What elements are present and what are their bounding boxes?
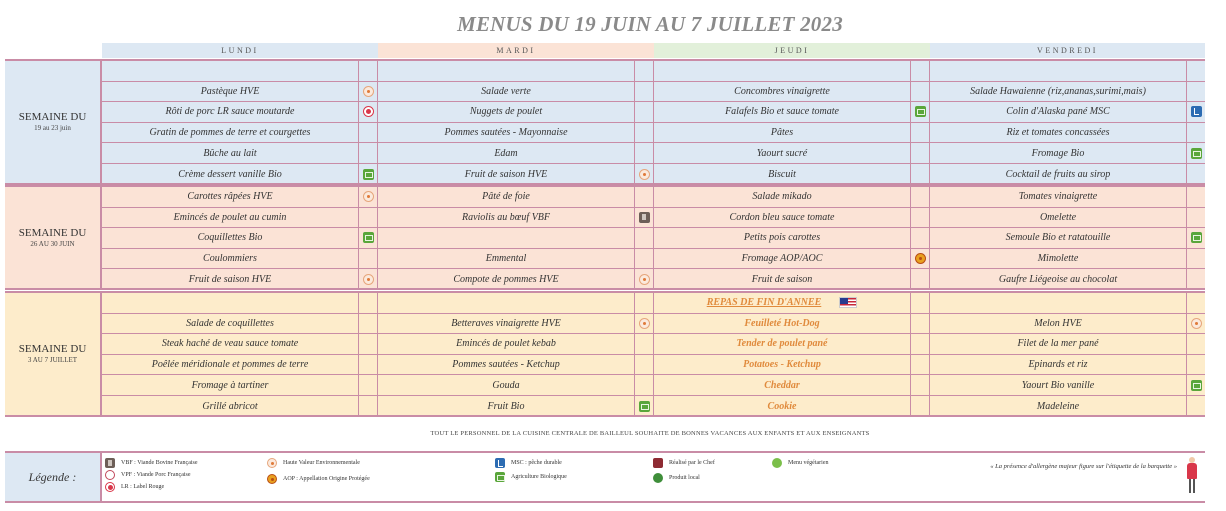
week-label-dates: 19 au 23 juin — [34, 124, 71, 133]
label-cell — [1187, 249, 1205, 269]
legend-item — [105, 482, 164, 492]
bio-icon — [363, 232, 374, 243]
vbf-icon — [105, 458, 115, 468]
label-cell — [635, 82, 654, 102]
label-cell — [359, 61, 378, 81]
menu-row — [102, 164, 1205, 185]
hve-icon — [363, 274, 374, 285]
dish-vendredi: Fromage Bio — [930, 143, 1187, 163]
dish-jeudi: Pâtes — [654, 123, 911, 143]
bio-icon — [363, 169, 374, 180]
label-cell — [359, 334, 378, 354]
label-cell — [1187, 82, 1205, 102]
label-cell — [911, 208, 930, 228]
label-cell — [911, 269, 930, 290]
dish-mardi: Fruit Bio — [378, 396, 635, 417]
label-cell — [911, 355, 930, 375]
label-cell — [1187, 61, 1205, 81]
label-cell — [359, 164, 378, 185]
menu-row — [102, 187, 1205, 208]
label-cell — [635, 164, 654, 185]
dish-lundi: Coulommiers — [102, 249, 359, 269]
label-cell — [1187, 187, 1205, 207]
dish-vendredi: Salade Hawaienne (riz,ananas,surimi,mais) — [930, 82, 1187, 102]
label-cell — [359, 187, 378, 207]
dish-mardi: Edam — [378, 143, 635, 163]
legend-label: Légende : — [5, 453, 102, 501]
dish-jeudi: Falafels Bio et sauce tomate — [654, 102, 911, 122]
legend-item-text: VBF : Viande Bovine Française — [121, 460, 198, 466]
dish-mardi — [378, 228, 635, 248]
chef-icon — [653, 458, 663, 468]
menu-row — [102, 334, 1205, 355]
label-cell — [635, 187, 654, 207]
hve-icon — [639, 318, 650, 329]
week-block-2 — [5, 185, 1205, 290]
legend-item-text: Haute Valeur Environnementale — [283, 460, 360, 466]
legend-item — [653, 458, 715, 468]
msc-icon — [495, 458, 505, 468]
hve-icon — [639, 169, 650, 180]
aop-icon — [267, 474, 277, 484]
label-cell — [1187, 123, 1205, 143]
dish-vendredi: Mimolette — [930, 249, 1187, 269]
menu-row — [102, 269, 1205, 290]
label-cell — [1187, 355, 1205, 375]
dish-jeudi: Concombres vinaigrette — [654, 82, 911, 102]
legend-item-text: Produit local — [669, 475, 700, 481]
label-cell — [635, 228, 654, 248]
week-label — [5, 61, 102, 183]
legend-item-text: VPF : Viande Porc Française — [121, 472, 191, 478]
label-cell — [911, 123, 930, 143]
hve-icon — [363, 86, 374, 97]
dish-vendredi: Semoule Bio et ratatouille — [930, 228, 1187, 248]
aop-icon — [915, 253, 926, 264]
dish-lundi: Fruit de saison HVE — [102, 269, 359, 290]
hve-icon — [363, 191, 374, 202]
label-cell — [1187, 314, 1205, 334]
dish-vendredi: Yaourt Bio vanille — [930, 375, 1187, 395]
menu-row — [102, 355, 1205, 376]
label-cell — [359, 82, 378, 102]
day-header-vendredi: VENDREDI — [930, 43, 1205, 58]
hve-icon — [1191, 318, 1202, 329]
label-cell — [635, 143, 654, 163]
week-label-title: SEMAINE DU — [18, 111, 87, 124]
dish-jeudi: Tender de poulet pané — [654, 334, 911, 354]
label-cell — [635, 293, 654, 313]
us-flag-icon — [839, 297, 857, 308]
dish-lundi: Salade de coquillettes — [102, 314, 359, 334]
label-cell — [911, 396, 930, 417]
label-cell — [1187, 102, 1205, 122]
week-label — [5, 187, 102, 288]
bio-icon — [639, 401, 650, 412]
dish-vendredi: Omelette — [930, 208, 1187, 228]
day-header-mardi: MARDI — [378, 43, 654, 58]
label-cell — [911, 82, 930, 102]
menu-row — [102, 82, 1205, 103]
dish-jeudi: Fruit de saison — [654, 269, 911, 290]
legend-item — [105, 470, 191, 480]
label-cell — [635, 375, 654, 395]
legend-item-text: Réalisé par le Chef — [669, 460, 715, 466]
dish-lundi: Carottes râpées HVE — [102, 187, 359, 207]
label-cell — [635, 355, 654, 375]
dish-vendredi — [930, 293, 1187, 313]
week-label-title: SEMAINE DU — [18, 227, 87, 239]
dish-lundi: Bûche au lait — [102, 143, 359, 163]
label-cell — [359, 269, 378, 290]
label-cell — [359, 396, 378, 417]
legend-item — [772, 458, 828, 468]
dish-vendredi: Riz et tomates concassées — [930, 123, 1187, 143]
label-cell — [1187, 208, 1205, 228]
menu-row — [102, 375, 1205, 396]
dish-mardi — [378, 293, 635, 313]
label-cell — [911, 375, 930, 395]
bio-icon — [1191, 380, 1202, 391]
vbf-icon — [639, 212, 650, 223]
dish-jeudi: Fromage AOP/AOC — [654, 249, 911, 269]
allergen-note: « La présence d'allergène majeur figure sur l'étiquette de la barquette » — [990, 463, 1177, 470]
label-cell — [1187, 396, 1205, 417]
dish-jeudi: Feuilleté Hot-Dog — [654, 314, 911, 334]
label-cell — [911, 187, 930, 207]
dish-vendredi: Cocktail de fruits au sirop — [930, 164, 1187, 185]
dish-vendredi: Melon HVE — [930, 314, 1187, 334]
label-cell — [1187, 293, 1205, 313]
dish-mardi: Compote de pommes HVE — [378, 269, 635, 290]
dish-vendredi: Epinards et riz — [930, 355, 1187, 375]
bio-icon — [915, 106, 926, 117]
week-label-dates: 3 AU 7 JUILLET — [27, 356, 78, 365]
dish-lundi: Coquillettes Bio — [102, 228, 359, 248]
dish-vendredi — [930, 61, 1187, 81]
dish-mardi: Emincés de poulet kebab — [378, 334, 635, 354]
label-cell — [635, 269, 654, 290]
label-cell — [1187, 334, 1205, 354]
legend-item-text: MSC : pêche durable — [511, 460, 562, 466]
lr-icon — [363, 106, 374, 117]
dish-jeudi: Biscuit — [654, 164, 911, 185]
msc-icon — [1191, 106, 1202, 117]
label-cell — [1187, 164, 1205, 185]
label-cell — [359, 102, 378, 122]
dish-lundi: Pastèque HVE — [102, 82, 359, 102]
bio-icon — [495, 472, 505, 482]
label-cell — [635, 334, 654, 354]
legend-item — [267, 458, 360, 468]
menu-row — [102, 123, 1205, 144]
menu-row — [102, 249, 1205, 270]
dish-vendredi: Colin d'Alaska pané MSC — [930, 102, 1187, 122]
legend-item-text: Menu végétarien — [788, 460, 829, 466]
label-cell — [911, 249, 930, 269]
label-cell — [911, 293, 930, 313]
menu-row — [102, 314, 1205, 335]
label-cell — [359, 143, 378, 163]
dish-jeudi — [654, 293, 911, 313]
dish-jeudi: Salade mikado — [654, 187, 911, 207]
week-block-1 — [5, 59, 1205, 185]
dish-mardi: Fruit de saison HVE — [378, 164, 635, 185]
week-label-title: SEMAINE DU — [18, 343, 87, 356]
label-cell — [1187, 228, 1205, 248]
label-cell — [359, 123, 378, 143]
dish-vendredi: Tomates vinaigrette — [930, 187, 1187, 207]
menu-row — [102, 293, 1205, 314]
label-cell — [635, 61, 654, 81]
dish-jeudi: Yaourt sucré — [654, 143, 911, 163]
day-header-jeudi: JEUDI — [654, 43, 930, 58]
menu-row — [102, 228, 1205, 249]
label-cell — [635, 102, 654, 122]
label-cell — [635, 314, 654, 334]
hve-icon — [267, 458, 277, 468]
label-cell — [1187, 143, 1205, 163]
dish-vendredi: Gaufre Liégeoise au chocolat — [930, 269, 1187, 290]
label-cell — [635, 208, 654, 228]
bio-icon — [1191, 148, 1202, 159]
legend-item — [653, 473, 700, 483]
menu-row — [102, 102, 1205, 123]
dish-jeudi: Petits pois carottes — [654, 228, 911, 248]
label-cell — [359, 249, 378, 269]
label-cell — [359, 293, 378, 313]
hve-icon — [639, 274, 650, 285]
label-cell — [359, 355, 378, 375]
dish-mardi: Nuggets de poulet — [378, 102, 635, 122]
dish-lundi: Gratin de pommes de terre et courgettes — [102, 123, 359, 143]
special-meal-title: REPAS DE FIN D'ANNEE — [706, 297, 822, 309]
label-cell — [911, 102, 930, 122]
label-cell — [911, 334, 930, 354]
dish-jeudi: Cheddar — [654, 375, 911, 395]
legend-item-text: Agriculture Biologique — [511, 474, 567, 480]
label-cell — [635, 249, 654, 269]
week-block-3 — [5, 291, 1205, 417]
dish-mardi: Raviolis au bœuf VBF — [378, 208, 635, 228]
dish-vendredi: Madeleine — [930, 396, 1187, 417]
dish-lundi — [102, 61, 359, 81]
bio-icon — [1191, 232, 1202, 243]
menu-row — [102, 61, 1205, 82]
label-cell — [359, 228, 378, 248]
dish-mardi: Emmental — [378, 249, 635, 269]
label-cell — [359, 375, 378, 395]
dish-lundi: Rôti de porc LR sauce moutarde — [102, 102, 359, 122]
lady-illustration-icon — [1185, 457, 1199, 497]
page-title: MENUS DU 19 JUIN AU 7 JUILLET 2023 — [457, 12, 843, 36]
legend-item — [105, 458, 198, 468]
dish-lundi: Emincés de poulet au cumin — [102, 208, 359, 228]
label-cell — [911, 61, 930, 81]
holiday-message: TOUT LE PERSONNEL DE LA CUISINE CENTRALE DE BAILLEUL SOUHAITE DE BONNES VACANCES AUX ENFANTS ET AUX ENSEIGNANTS — [430, 430, 870, 437]
dish-mardi: Betteraves vinaigrette HVE — [378, 314, 635, 334]
dish-lundi: Fromage à tartiner — [102, 375, 359, 395]
menu-row — [102, 208, 1205, 229]
label-cell — [359, 208, 378, 228]
legend-item-text: AOP : Appellation Origine Protégée — [283, 476, 370, 482]
dish-mardi: Pommes sautées - Mayonnaise — [378, 123, 635, 143]
label-cell — [911, 228, 930, 248]
vpf-icon — [105, 470, 115, 480]
legend-item — [267, 474, 370, 484]
menu-row — [102, 143, 1205, 164]
legend-item — [495, 472, 567, 482]
dish-mardi: Salade verte — [378, 82, 635, 102]
label-cell — [1187, 375, 1205, 395]
label-cell — [635, 396, 654, 417]
label-cell — [911, 143, 930, 163]
local-icon — [653, 473, 663, 483]
legend-item-text: LR : Label Rouge — [121, 484, 165, 490]
dish-lundi — [102, 293, 359, 313]
dish-mardi: Pâté de foie — [378, 187, 635, 207]
label-cell — [911, 164, 930, 185]
lr-icon — [105, 482, 115, 492]
menu-row — [102, 396, 1205, 417]
dish-lundi: Poêlée méridionale et pommes de terre — [102, 355, 359, 375]
vegetarian-icon — [772, 458, 782, 468]
dish-mardi — [378, 61, 635, 81]
day-header-lundi: LUNDI — [102, 43, 378, 58]
dish-lundi: Grillé abricot — [102, 396, 359, 417]
dish-jeudi: Cookie — [654, 396, 911, 417]
label-cell — [635, 123, 654, 143]
legend-item — [495, 458, 562, 468]
week-label-dates: 26 AU 30 JUIN — [30, 240, 75, 248]
label-cell — [359, 314, 378, 334]
legend — [5, 451, 1205, 503]
dish-jeudi: Potatoes - Ketchup — [654, 355, 911, 375]
dish-lundi: Crème dessert vanille Bio — [102, 164, 359, 185]
dish-lundi: Steak haché de veau sauce tomate — [102, 334, 359, 354]
dish-mardi: Pommes sautées - Ketchup — [378, 355, 635, 375]
dish-mardi: Gouda — [378, 375, 635, 395]
dish-jeudi — [654, 61, 911, 81]
dish-jeudi: Cordon bleu sauce tomate — [654, 208, 911, 228]
dish-vendredi: Filet de la mer pané — [930, 334, 1187, 354]
label-cell — [1187, 269, 1205, 290]
week-label — [5, 293, 102, 415]
label-cell — [911, 314, 930, 334]
